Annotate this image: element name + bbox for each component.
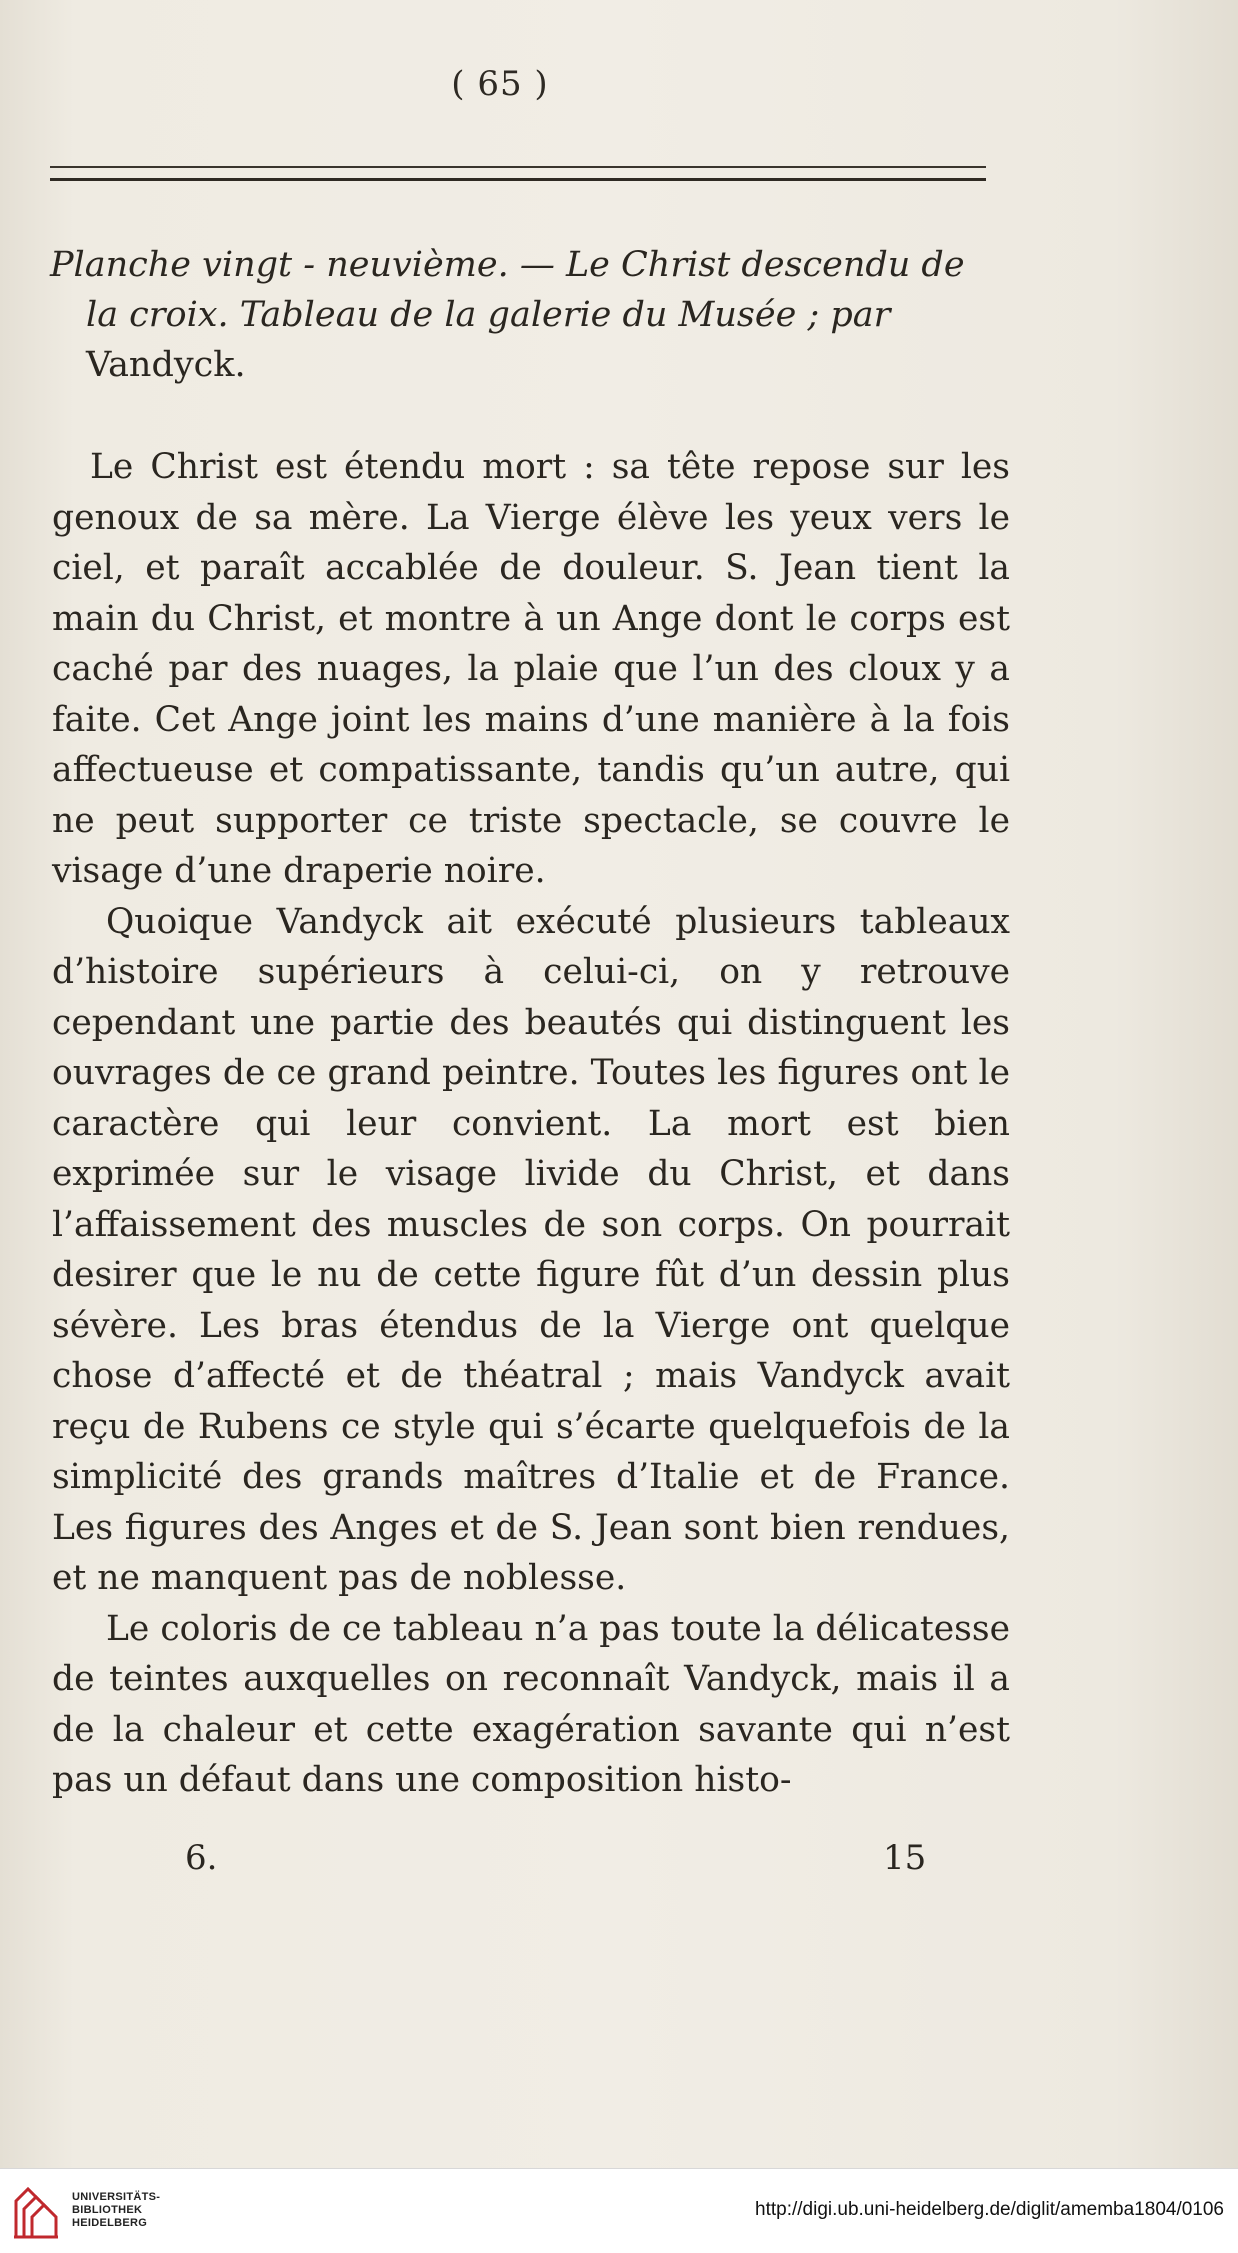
body-text — [52, 442, 1010, 1806]
page-number: ( 65 ) — [451, 64, 549, 104]
paragraph: Le Christ est étendu mort : sa tête repose sur les genoux de sa mère. La Vierge élève les yeux vers le ciel, et paraît accablée de douleur. S. Jean tient la main du Christ, et montre à un Ange dont le corps est caché par des nuages, la plaie que l’un des cloux y a faite. Cet Ange joint les mains d’une manière à la fois affectueuse et compatissante, tandis qu’un autre, qui ne peut supporter ce triste spectacle, se couvre le visage d’une draperie noire. — [52, 447, 1010, 891]
header-rule-thick — [50, 178, 986, 181]
signature-line — [0, 1838, 1238, 1888]
heading-line: Vandyck. — [86, 345, 246, 385]
library-name-line: UNIVERSITÄTS- — [72, 2191, 161, 2203]
paragraph: Quoique Vandyck ait exécuté plusieurs tableaux d’histoire supérieurs à celui-ci, on y retrouve cependant une partie des beautés qui distinguent les ouvrages de ce grand peintre. Toutes les figures ont le caractère qui leur convient. La mort est bien exprimée sur le visage livide du Christ, et dans l’affaissement des muscles de son corps. On pourrait desirer que le nu de cette figure fût d’un dessin plus sévère. Les bras étendus de la Vierge ont quelque chose d’affecté et de théatral ; mais Vandyck avait reçu de Rubens ce style qui s’écarte quelquefois de la simplicité des grands maîtres d’Italie et de France. Les figures des Anges et de S. Jean sont bien rendues, et ne manquent pas de noblesse. — [52, 901, 1010, 1598]
heading-line: Planche vingt - neuvième. — Le Christ descendu de — [50, 245, 965, 285]
signature-folio: 15 — [883, 1838, 927, 1878]
signature-mark: 6. — [185, 1838, 218, 1878]
permalink-url[interactable]: http://digi.ub.uni-heidelberg.de/diglit/amemba1804/0106 — [755, 2199, 1224, 2220]
library-footer — [0, 2168, 1238, 2253]
plate-heading — [50, 240, 1010, 390]
heading-line: la croix. Tableau de la galerie du Musée ; par — [86, 295, 891, 335]
paragraph: Le coloris de ce tableau n’a pas toute la délicatesse de teintes auxquelles on reconnaît Vandyck, mais il a de la chaleur et cette exagération savante qui n’est pas un défaut dans une composition histo- — [52, 1608, 1010, 1800]
header-rule-thin — [50, 166, 986, 168]
university-library-logo-icon — [12, 2181, 60, 2241]
library-name — [72, 2191, 160, 2230]
library-name-line: BIBLIOTHEK — [72, 2204, 143, 2216]
library-name-line: HEIDELBERG — [72, 2217, 148, 2229]
